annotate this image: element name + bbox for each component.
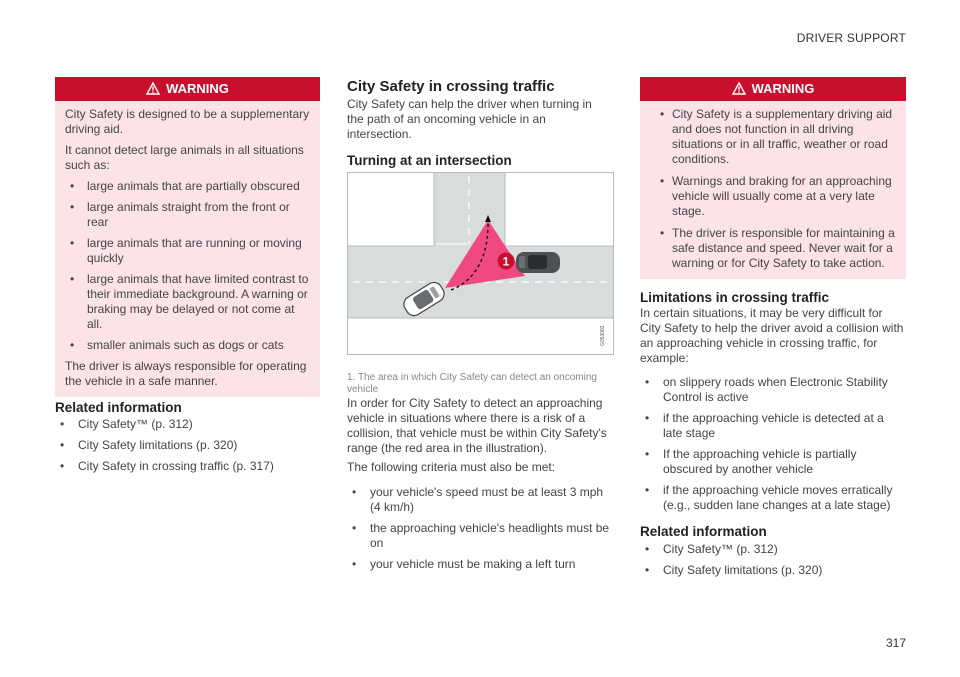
list-item: • large animals that have limited contrast to their immediate background. A warning or braking may be delayed or not come at all. [70,272,309,331]
related-link[interactable]: • City Safety limitations (p. 320) [60,438,238,452]
list-item: • If the approaching vehicle is partially obscured by another vehicle [645,447,857,476]
related-information-title: Related information [55,400,182,415]
body-paragraph: In order for City Safety to detect an approaching vehicle in situations where there is a risk of a collision, that vehicle must be within City Safety's range (the red area in the illustration). [347,396,607,455]
warning-intro: City Safety is designed to be a supplementary driving aid. [65,107,310,136]
list-item: • City Safety is a supplementary driving aid and does not function in all driving situations or in all traffic, weather or road conditions. [660,107,893,166]
body-paragraph: The following criteria must also be met: [347,460,556,474]
related-link[interactable]: • City Safety™ (p. 312) [645,542,778,556]
related-list [55,417,320,474]
warning-body [640,101,906,279]
list-item: • Warnings and braking for an approaching vehicle will usually come at a very late stage. [660,174,892,218]
related-link[interactable]: • City Safety in crossing traffic (p. 317) [60,459,274,473]
warning-box-crossing [640,77,906,279]
warning-box-animals [55,77,320,397]
list-item: • if the approaching vehicle is detected at a late stage [645,411,884,440]
intersection-diagram [347,172,614,355]
page-number: 317 [885,636,906,650]
warning-intro-2: It cannot detect large animals in all situations such as: [65,143,304,172]
list-item: • the approaching vehicle's headlights must be on [352,521,610,550]
warning-header [55,77,320,101]
limitations-list [640,375,906,513]
intersection-illustration [347,172,614,355]
warning-icon [146,79,160,103]
warning-title: WARNING [751,81,815,96]
list-item: • large animals that are partially obscured [70,179,300,193]
list-item: • smaller animals such as dogs or cats [70,338,284,352]
list-item: • large animals that are running or moving quickly [70,236,302,265]
related-link[interactable]: • City Safety™ (p. 312) [60,417,193,431]
list-item: • large animals straight from the front or rear [70,200,290,229]
warning-icon [732,79,746,103]
figure-code: G053083 [600,325,606,346]
list-item: • The driver is responsible for maintaining a safe distance and speed. Never wait for a warning or for City Safety to take action. [660,226,895,270]
subsection-title: Turning at an intersection [347,153,512,168]
criteria-list [347,485,611,572]
list-item: • your vehicle must be making a left turn [352,557,576,571]
running-header: DRIVER SUPPORT [796,31,906,45]
limitations-intro: In certain situations, it may be very difficult for City Safety to help the driver avoid a collision with an approaching vehicle in crossing traffic, for example: [640,306,904,365]
list-item: • on slippery roads when Electronic Stability Control is active [645,375,888,404]
related-list [640,542,906,578]
related-information-title: Related information [640,524,767,539]
oncoming-car [516,252,560,273]
list-item: • your vehicle's speed must be at least 3 mph (4 km/h) [352,485,604,514]
section-intro: City Safety can help the driver when turning in the path of an oncoming vehicle in an intersection. [347,97,592,141]
section-title: City Safety in crossing traffic [347,78,555,95]
limitations-title: Limitations in crossing traffic [640,290,830,305]
figure-caption: 1. The area in which City Safety can detect an oncoming vehicle [347,372,597,395]
zone-marker-label: 1 [502,254,510,269]
warning-outro: The driver is always responsible for operating the vehicle in a safe manner. [65,359,307,388]
related-link[interactable]: • City Safety limitations (p. 320) [645,563,823,577]
list-item: • if the approaching vehicle moves erratically (e.g., sudden lane changes at a late stage) [645,483,893,512]
warning-title: WARNING [166,81,229,96]
warning-header [640,77,906,101]
warning-body [55,101,320,397]
